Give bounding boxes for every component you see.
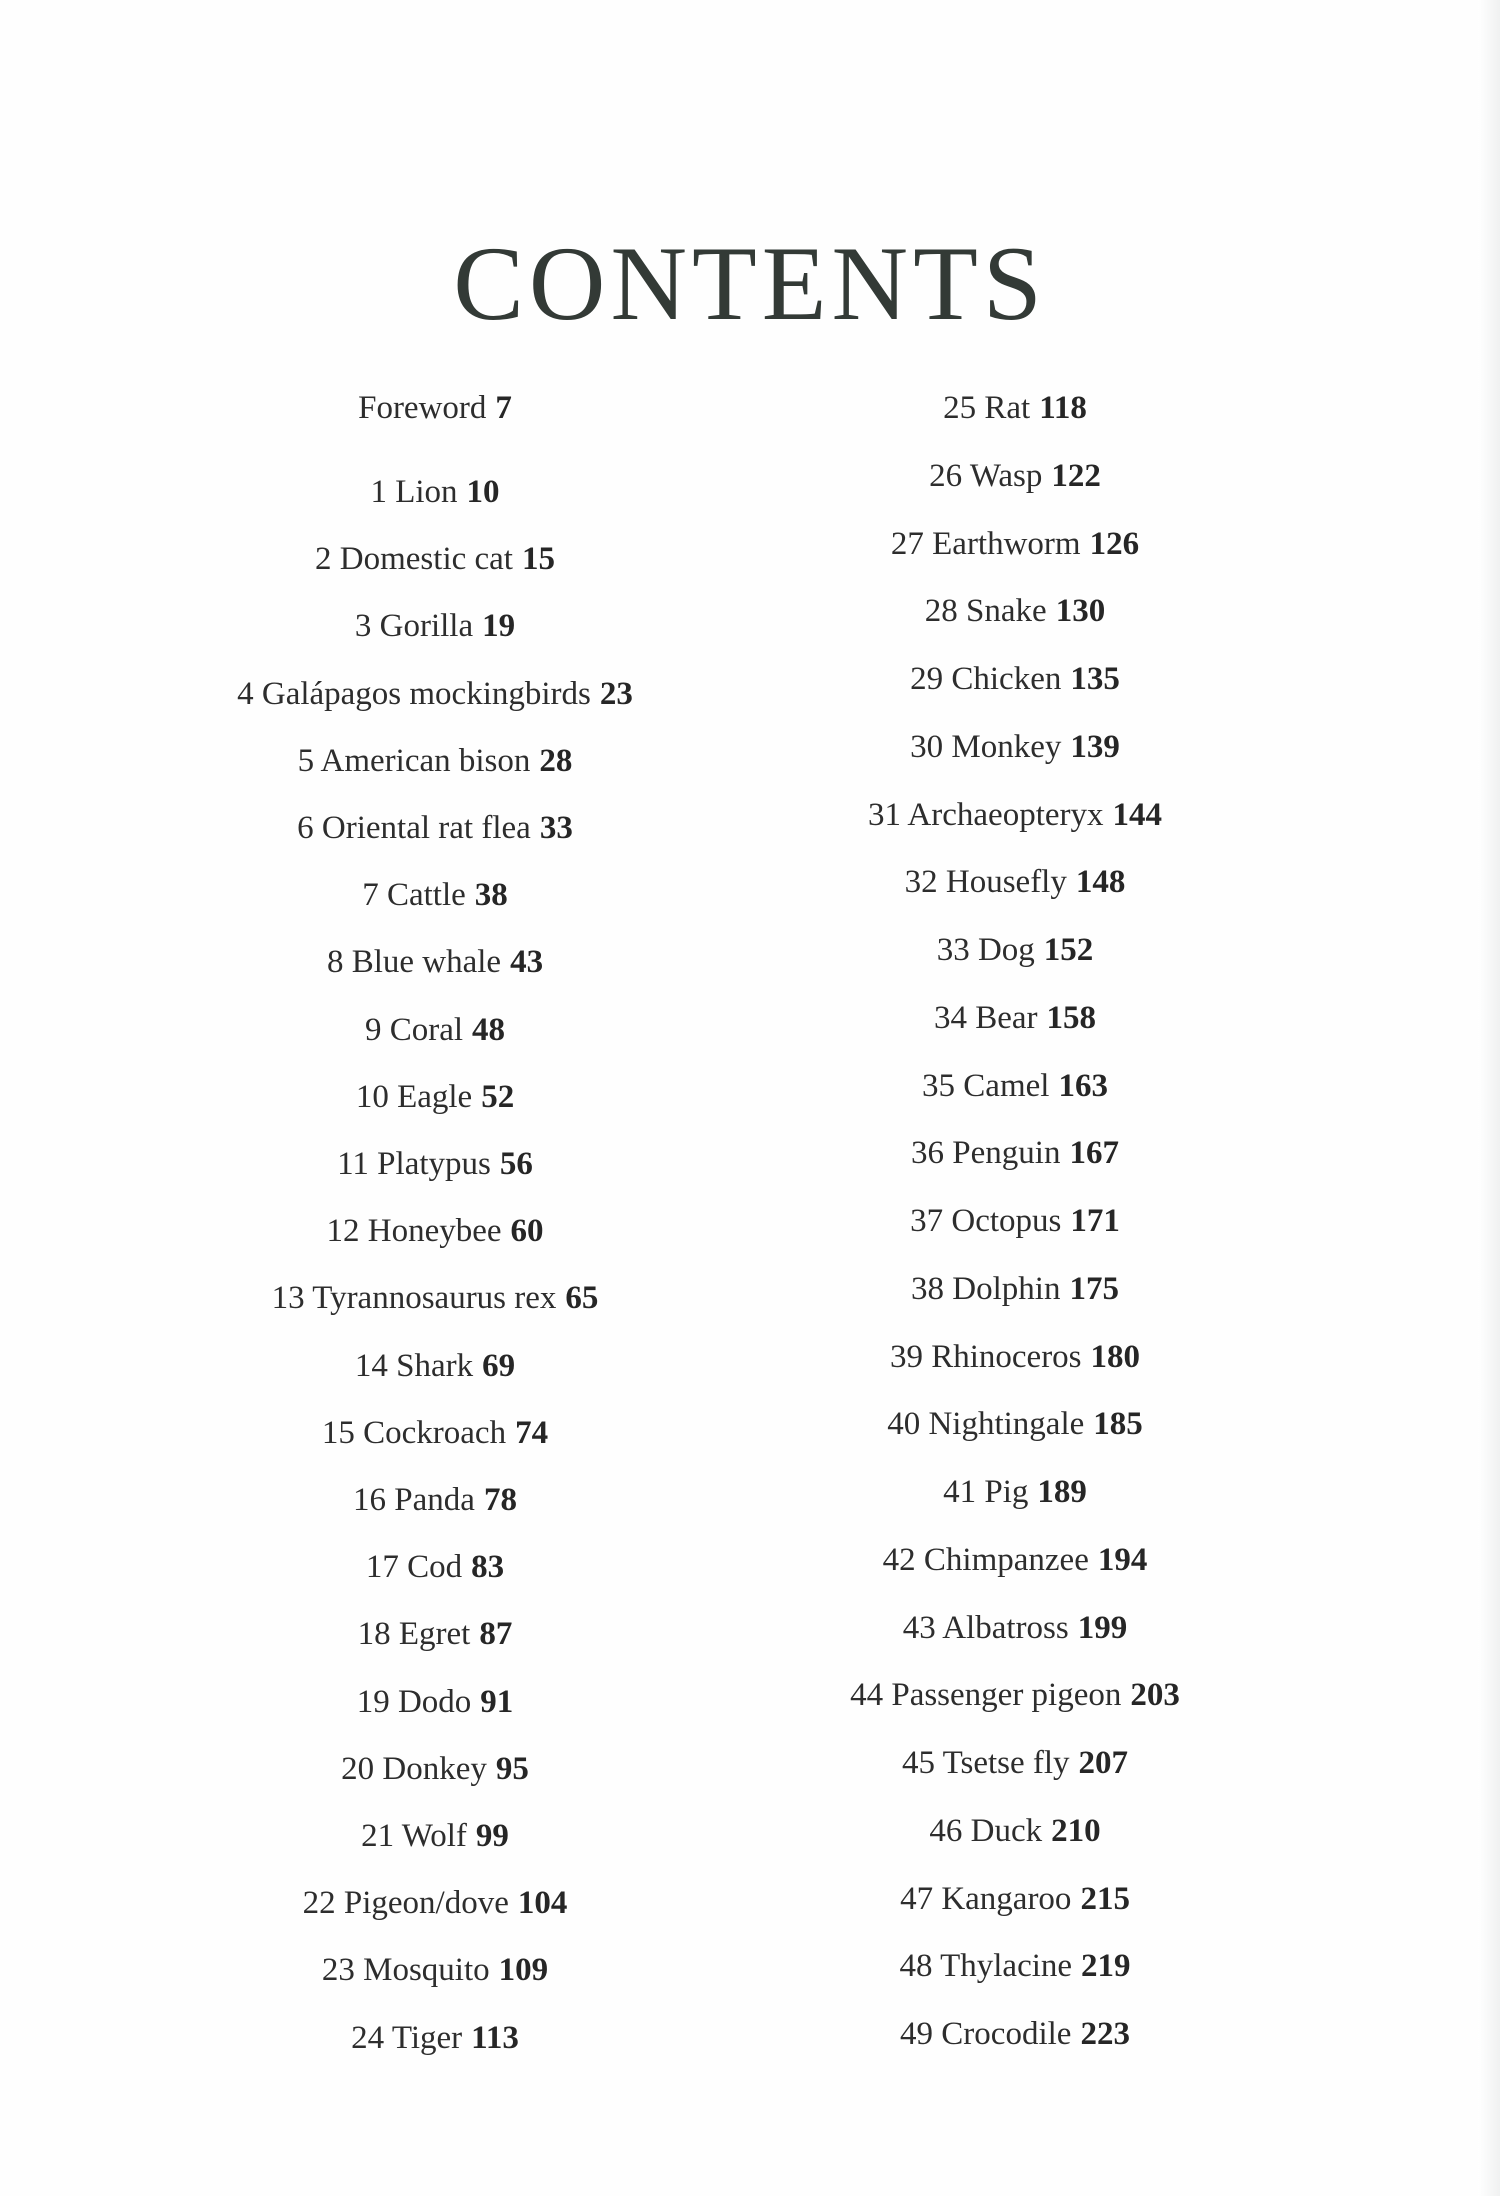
toc-entry-page-number: 175: [1069, 1270, 1119, 1307]
toc-entry-title: 33 Dog: [936, 932, 1035, 968]
toc-entry-title: 23 Mosquito: [321, 1952, 490, 1989]
toc-entry-page-number: 148: [1075, 864, 1126, 901]
toc-entry: [155, 942, 715, 982]
toc-entry-title: 25 Rat: [943, 390, 1031, 426]
toc-entry: [735, 1675, 1295, 1715]
toc-entry-title: 38 Dolphin: [911, 1270, 1061, 1307]
toc-entry-title: 6 Oriental rat flea: [297, 810, 531, 846]
toc-entry-page-number: 118: [1039, 390, 1087, 426]
toc-entry: [155, 1749, 715, 1789]
toc-entry-page-number: 95: [495, 1750, 529, 1787]
toc-entry: [735, 1337, 1295, 1377]
toc-entry: [155, 1547, 715, 1587]
toc-entry-page-number: 91: [480, 1683, 514, 1720]
toc-entry-title: 7 Cattle: [362, 877, 466, 914]
toc-entry-title: 2 Domestic cat: [315, 541, 513, 578]
toc-entry-title: 24 Tiger: [351, 2019, 463, 2056]
toc-entry-page-number: 189: [1037, 1474, 1087, 1510]
toc-entry-title: 37 Octopus: [910, 1203, 1062, 1239]
toc-entry: [735, 1133, 1295, 1173]
toc-entry: [735, 388, 1295, 428]
toc-entry-title: 29 Chicken: [910, 661, 1062, 697]
toc-entry-title: 14 Shark: [354, 1347, 474, 1384]
toc-entry: [155, 472, 715, 512]
toc-entry: [155, 1413, 715, 1453]
toc-entry-title: 32 Housefly: [904, 864, 1067, 901]
toc-entry-page-number: 122: [1051, 457, 1101, 494]
toc-entry: [155, 1010, 715, 1050]
toc-entry: [155, 808, 715, 848]
toc-entry: [735, 1743, 1295, 1783]
toc-entry-page-number: 65: [565, 1280, 599, 1317]
page-title: CONTENTS: [453, 225, 1047, 343]
toc-entry-page-number: 69: [482, 1347, 516, 1384]
toc-entry: [735, 930, 1295, 970]
toc-entry: [155, 1077, 715, 1117]
toc-entry-title: 27 Earthworm: [890, 525, 1081, 562]
toc-entry: [735, 1608, 1295, 1648]
toc-entry-page-number: 199: [1077, 1609, 1128, 1646]
toc-entry-page-number: 203: [1130, 1677, 1180, 1714]
toc-entry: [735, 2014, 1295, 2054]
toc-entry: [155, 875, 715, 915]
toc-entry-title: 22 Pigeon/dove: [302, 1885, 509, 1922]
toc-entry: [155, 1278, 715, 1318]
toc-entry: [155, 741, 715, 781]
toc-entry: [735, 998, 1295, 1038]
toc-entry-page-number: 215: [1080, 1880, 1130, 1917]
toc-entry-page-number: 19: [482, 608, 516, 645]
toc-entry: [735, 727, 1295, 767]
toc-entry-title: 11 Platypus: [337, 1146, 491, 1182]
toc-entry-title: 45 Tsetse fly: [901, 1745, 1070, 1781]
toc-entry-page-number: 163: [1058, 1067, 1108, 1104]
toc-entry: [155, 1950, 715, 1990]
toc-entry: [735, 1201, 1295, 1241]
toc-entry-page-number: 180: [1090, 1338, 1141, 1375]
toc-entry-page-number: 23: [599, 675, 633, 712]
toc-entry-page-number: 15: [521, 541, 555, 578]
toc-entry: [735, 1066, 1295, 1106]
toc-entry: [155, 1816, 715, 1856]
toc-entry-page-number: 48: [472, 1011, 506, 1048]
toc-entry: [155, 606, 715, 646]
toc-entry-title: 8 Blue whale: [326, 944, 502, 981]
toc-entry-title: 21 Wolf: [361, 1818, 467, 1854]
toc-entry: [735, 1404, 1295, 1444]
toc-entry-page-number: 99: [475, 1818, 509, 1854]
toc-entry-page-number: 130: [1055, 593, 1106, 630]
toc-entry-page-number: 52: [481, 1078, 515, 1115]
toc-entry-title: 12 Honeybee: [326, 1213, 502, 1250]
toc-entry-title: 44 Passenger pigeon: [850, 1677, 1122, 1714]
toc-entry-title: 36 Penguin: [911, 1135, 1061, 1172]
toc-entry-title: 49 Crocodile: [900, 2016, 1072, 2052]
toc-entry-title: 31 Archaeopteryx: [868, 796, 1104, 833]
toc-entry-page-number: 43: [510, 944, 544, 981]
toc-entry-page-number: 223: [1080, 2016, 1130, 2052]
toc-entry-title: 26 Wasp: [929, 457, 1043, 494]
toc-entry-title: 20 Donkey: [341, 1750, 487, 1787]
toc-entry: [735, 456, 1295, 496]
toc-entry-page-number: 38: [474, 877, 508, 914]
toc-entry-page-number: 210: [1051, 1812, 1101, 1849]
toc-entry-page-number: 219: [1081, 1948, 1131, 1985]
toc-entry-title: 3 Gorilla: [354, 608, 474, 645]
toc-entry-title: 4 Galápagos mockingbirds: [237, 675, 591, 712]
toc-entry-page-number: 167: [1069, 1135, 1119, 1172]
toc-entry-title: 1 Lion: [370, 474, 458, 510]
toc-entry-title: 30 Monkey: [910, 728, 1062, 765]
toc-entry: [735, 659, 1295, 699]
toc-entry-page-number: 83: [471, 1549, 505, 1586]
toc-entry: [155, 1883, 715, 1923]
toc-entry-page-number: 126: [1089, 525, 1140, 562]
toc-entry: [735, 524, 1295, 564]
toc-entry: [735, 1811, 1295, 1851]
toc-entry: [735, 1879, 1295, 1919]
toc-entry-page-number: 33: [539, 810, 573, 846]
toc-entry-page-number: 109: [498, 1952, 549, 1989]
toc-entry-title: 13 Tyrannosaurus rex: [271, 1280, 557, 1317]
toc-entry-title: 5 American bison: [297, 742, 531, 779]
toc-entry-page-number: 87: [479, 1616, 513, 1653]
toc-entry: [155, 1144, 715, 1184]
toc-entry-title: 35 Camel: [922, 1067, 1050, 1104]
toc-entry: [735, 1946, 1295, 1986]
toc-entry-title: 46 Duck: [929, 1812, 1043, 1849]
toc-entry-title: 48 Thylacine: [899, 1948, 1073, 1985]
toc-entry-title: 18 Egret: [357, 1616, 471, 1653]
toc-entry-page-number: 56: [499, 1146, 533, 1182]
toc-entry: [735, 1269, 1295, 1309]
toc-entry-title: 19 Dodo: [356, 1683, 472, 1720]
toc-entry-title: 41 Pig: [943, 1474, 1029, 1510]
toc-entry-page-number: 152: [1043, 932, 1094, 968]
toc-entry-title: 16 Panda: [353, 1482, 475, 1518]
toc-entry-title: 40 Nightingale: [887, 1406, 1085, 1443]
toc-entry-page-number: 28: [539, 742, 573, 779]
toc-entry-page-number: 185: [1093, 1406, 1143, 1443]
toc-entry-title: 39 Rhinoceros: [889, 1338, 1082, 1375]
toc-entry-page-number: 104: [517, 1885, 568, 1922]
toc-entry: [155, 1614, 715, 1654]
toc-entry-page-number: 194: [1097, 1541, 1148, 1578]
toc-entry: [735, 795, 1295, 835]
toc-entry-title: 42 Chimpanzee: [882, 1541, 1089, 1578]
toc-entry-page-number: 74: [515, 1414, 549, 1451]
toc-entry-title: 15 Cockroach: [321, 1414, 507, 1451]
toc-entry-title: 17 Cod: [365, 1549, 463, 1586]
toc-entry-page-number: 10: [466, 474, 500, 510]
toc-entry-title: 43 Albatross: [902, 1609, 1069, 1646]
toc-entry-page-number: 60: [510, 1213, 544, 1250]
toc-entry-page-number: 171: [1070, 1203, 1120, 1239]
toc-entry: [735, 591, 1295, 631]
toc-entry: [155, 539, 715, 579]
toc-entry: [155, 1346, 715, 1386]
toc-entry-page-number: 207: [1078, 1745, 1129, 1781]
toc-entry: [155, 1211, 715, 1251]
toc-entry-page-number: 113: [471, 2019, 519, 2056]
toc-entry-title: Foreword: [358, 390, 487, 426]
toc-entry-title: 47 Kangaroo: [900, 1880, 1072, 1917]
toc-entry: [155, 2018, 715, 2058]
toc-entry-title: 10 Eagle: [355, 1078, 473, 1115]
toc-entry-title: 34 Bear: [933, 999, 1038, 1036]
toc-entry: [155, 1682, 715, 1722]
toc-entry: [735, 1540, 1295, 1580]
toc-entry-page-number: 139: [1070, 728, 1120, 765]
toc-entry: [735, 1472, 1295, 1512]
toc-entry: [155, 674, 715, 714]
toc-entry: [155, 1480, 715, 1520]
toc-entry-title: 9 Coral: [364, 1011, 464, 1048]
toc-entry: [735, 862, 1295, 902]
toc-entry-title: 28 Snake: [924, 593, 1047, 630]
toc-entry-page-number: 144: [1112, 796, 1162, 833]
toc-entry-page-number: 7: [495, 390, 512, 426]
toc-entry-page-number: 158: [1046, 999, 1097, 1036]
toc-entry: [155, 388, 715, 428]
toc-entry-page-number: 78: [483, 1482, 517, 1518]
toc-entry-page-number: 135: [1070, 661, 1120, 697]
